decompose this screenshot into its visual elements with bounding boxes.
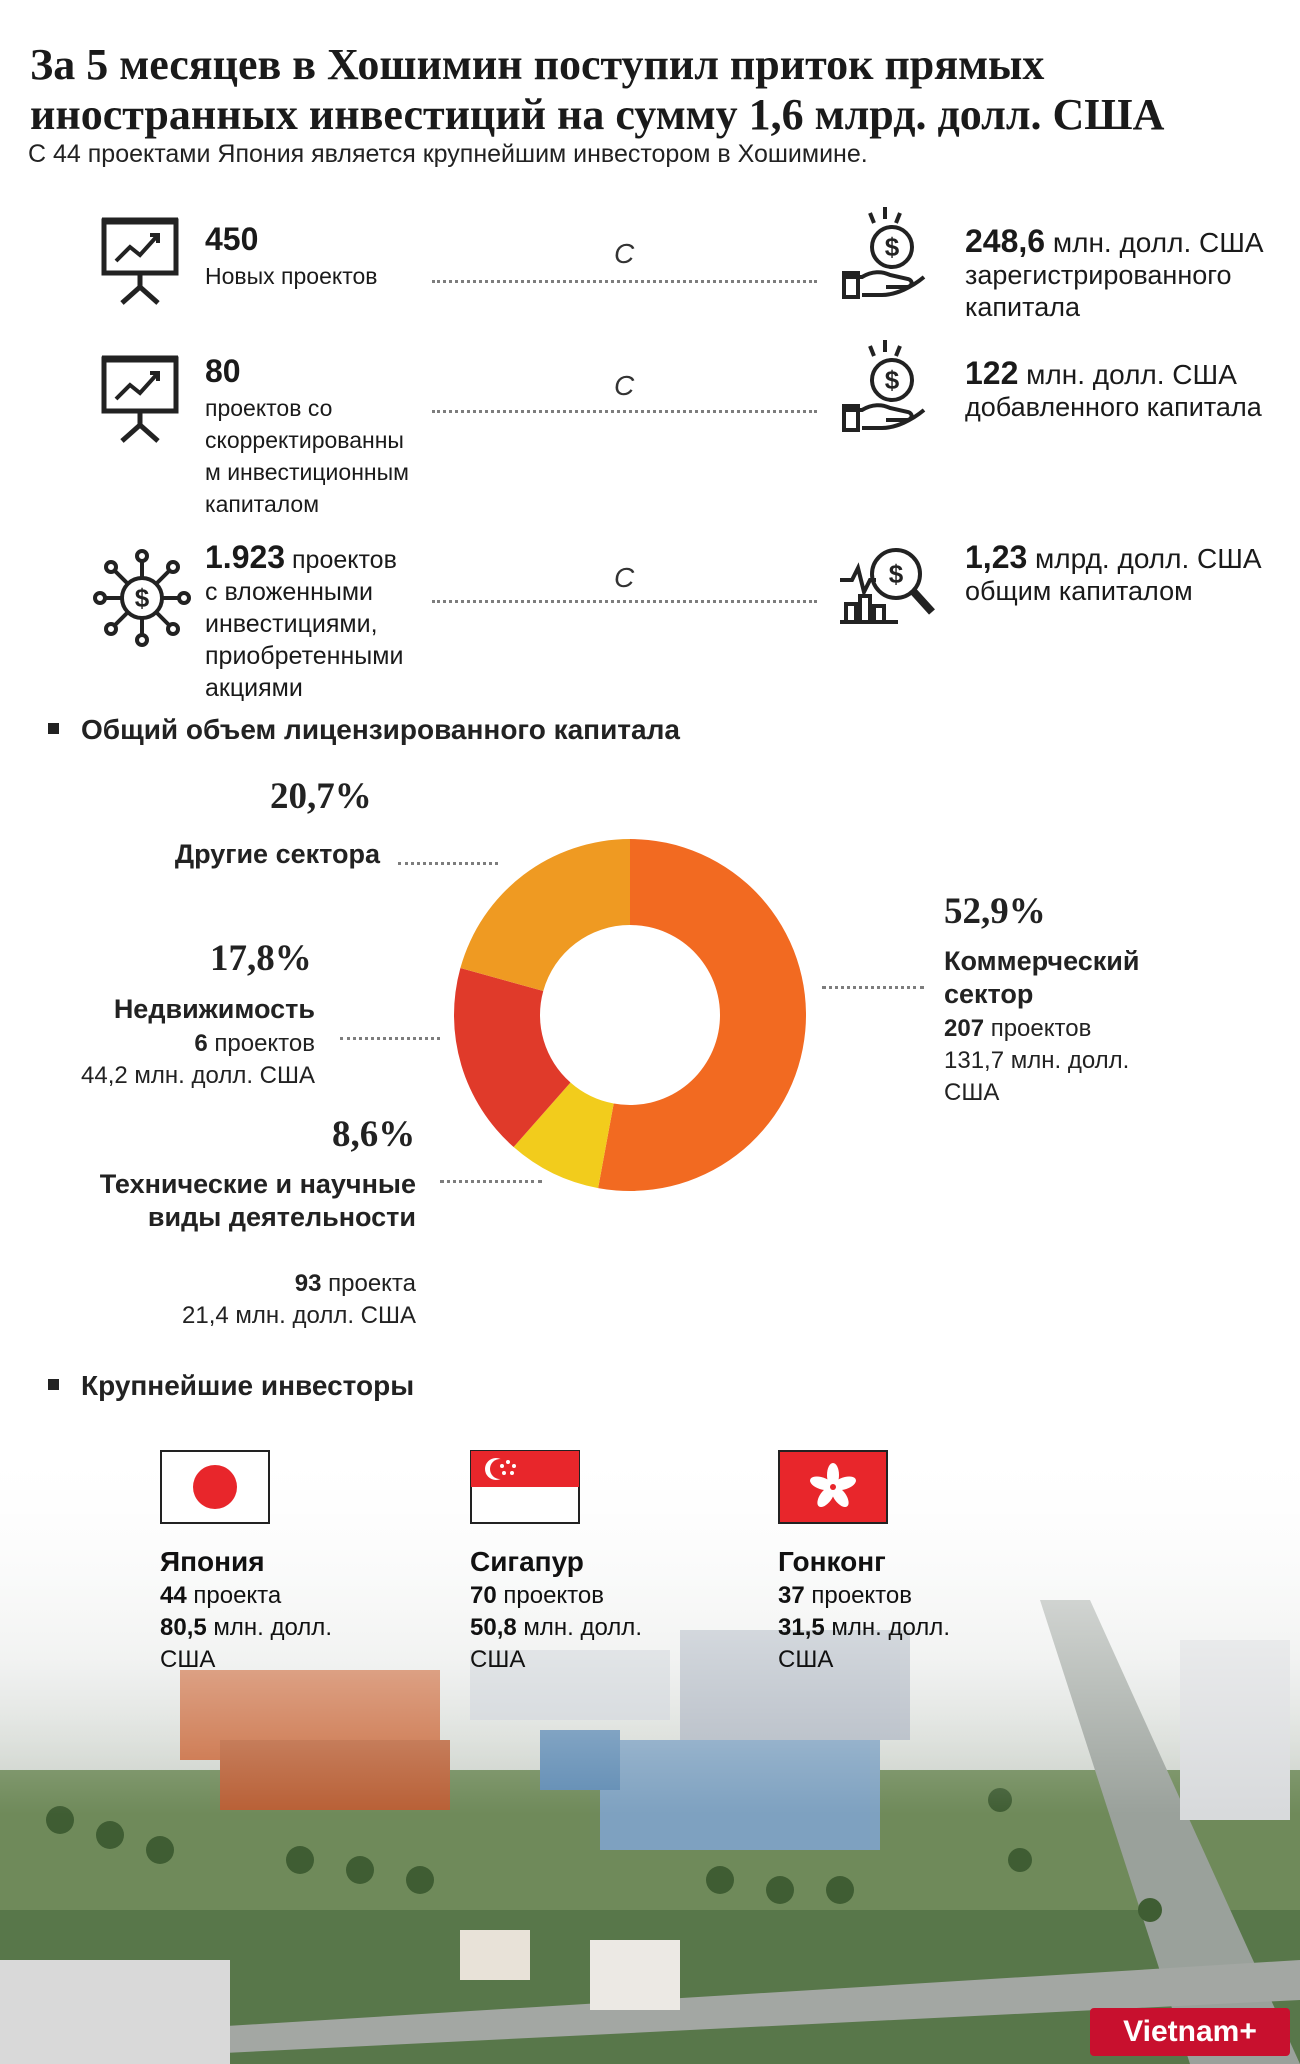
slice-sub-commercial [944, 1013, 1174, 1109]
stat-text: Новых проектов [205, 263, 378, 289]
stat-right-block [965, 224, 1285, 323]
investor-sub [778, 1580, 968, 1676]
slice-projects-num: 6 [194, 1030, 208, 1057]
svg-text:$: $ [888, 559, 904, 589]
hongkong-flag-icon [778, 1450, 888, 1524]
investor-capital-num: 80,5 [160, 1614, 207, 1641]
stat-number: 450 [205, 221, 259, 257]
stat-text: проектов со скорректированны м инвестиционным капиталом [205, 395, 409, 517]
stat-right-text: добавленного капитала [965, 392, 1262, 422]
slice-label-commercial: Коммерческий сектор [944, 946, 1140, 1009]
stat-right-number: 122 [965, 355, 1019, 391]
slice-capital: 131,7 млн. долл. США [944, 1047, 1130, 1106]
presentation-chart-icon [100, 353, 180, 443]
section-heading-text: Общий объем лицензированного капитала [81, 714, 680, 745]
singapore-flag-icon [470, 1450, 580, 1524]
investor-capital-num: 50,8 [470, 1614, 517, 1641]
investor-projects-txt: проекта [186, 1582, 282, 1609]
slice-projects-num: 93 [294, 1270, 322, 1297]
slice-projects-txt: проектов [207, 1030, 315, 1057]
investor-projects-num: 37 [778, 1582, 805, 1609]
connector-mark: C [614, 238, 635, 269]
pct-label-tech: 8,6% [332, 1114, 416, 1155]
svg-text:$: $ [134, 583, 150, 613]
page-subtitle: С 44 проектами Япония является крупнейшим инвестором в Хошимине. [28, 140, 868, 168]
stat-number: 1.923 [205, 539, 286, 575]
leader-line-realestate [340, 1037, 440, 1040]
stat-right-number: 248,6 [965, 223, 1046, 259]
stat-right-text: общим капиталом [965, 576, 1193, 606]
investor-capital-txt: млн. долл. США [778, 1614, 950, 1673]
investor-name: Гонконг [778, 1546, 886, 1577]
stat-right-block [965, 540, 1285, 607]
slice-capital: 21,4 млн. долл. США [182, 1302, 416, 1329]
investor-projects-txt: проектов [804, 1582, 912, 1609]
industrial-park-photo [0, 1440, 1300, 2064]
investor-name: Сигапур [470, 1546, 584, 1577]
stat-block [205, 540, 425, 704]
leader-line-commercial [822, 986, 924, 989]
stat-right-block [965, 356, 1285, 423]
dollar-magnifier-icon [838, 538, 938, 624]
japan-flag-icon [160, 1450, 270, 1524]
slice-sub-realestate [40, 1028, 315, 1092]
leader-line-other [398, 862, 498, 865]
money-hand-icon [842, 205, 928, 300]
stat-text: с вложенными инвестициями, приобретенными акциями [205, 578, 404, 702]
stat-right-unit: млн. долл. США [1045, 227, 1264, 258]
section-heading-capital [48, 714, 680, 746]
stat-right-unit: млрд. долл. США [1027, 543, 1262, 574]
investor-projects-num: 44 [160, 1582, 187, 1609]
slice-projects-txt: проектов [984, 1015, 1092, 1042]
stat-right-number: 1,23 [965, 539, 1028, 575]
slice-label-tech: Технические и научные виды деятельности [99, 1169, 416, 1232]
section-heading-investors [48, 1370, 414, 1402]
bullet-square [48, 723, 59, 734]
slice-label-realestate: Недвижимость [113, 994, 315, 1024]
vietnamplus-logo: Vietnam+ [1090, 2008, 1290, 2056]
slice-capital: 44,2 млн. долл. США [81, 1062, 315, 1089]
investor-capital-num: 31,5 [778, 1614, 825, 1641]
svg-text:$: $ [884, 365, 900, 395]
leader-line-tech [440, 1180, 542, 1183]
donut-chart [450, 835, 810, 1195]
stat-unit: проектов [285, 546, 397, 574]
investor-name: Япония [160, 1546, 265, 1577]
pct-label-other: 20,7% [270, 776, 372, 817]
investor-projects-txt: проектов [496, 1582, 604, 1609]
dotted-connector [432, 280, 817, 283]
investor-projects-num: 70 [470, 1582, 497, 1609]
money-hand-icon [842, 338, 928, 433]
dotted-connector [432, 410, 817, 413]
slice-projects-txt: проекта [321, 1270, 416, 1297]
investor-capital-txt: млн. долл. США [160, 1614, 332, 1673]
stat-number: 80 [205, 353, 241, 389]
presentation-chart-icon [100, 215, 180, 305]
stat-right-unit: млн. долл. США [1018, 359, 1237, 390]
slice-sub-tech [70, 1268, 416, 1332]
dotted-connector [432, 600, 817, 603]
page-title: За 5 месяцев в Хошимин поступил приток прямых иностранных инвестиций на сумму 1,6 млрд. долл. США [30, 40, 1165, 139]
svg-text:$: $ [884, 232, 900, 262]
dollar-network-icon [92, 548, 192, 648]
connector-mark: C [614, 562, 635, 593]
slice-label-other: Другие сектора [174, 839, 380, 869]
investor-sub [470, 1580, 660, 1676]
pct-label-realestate: 17,8% [210, 938, 312, 979]
stat-right-text: зарегистрированного капитала [965, 260, 1232, 322]
connector-mark: C [614, 370, 635, 401]
bullet-square [48, 1379, 59, 1390]
investor-sub [160, 1580, 350, 1676]
investor-capital-txt: млн. долл. США [470, 1614, 642, 1673]
slice-projects-num: 207 [944, 1015, 985, 1042]
pct-label-commercial: 52,9% [944, 891, 1046, 932]
section-heading-text: Крупнейшие инвесторы [81, 1370, 415, 1401]
